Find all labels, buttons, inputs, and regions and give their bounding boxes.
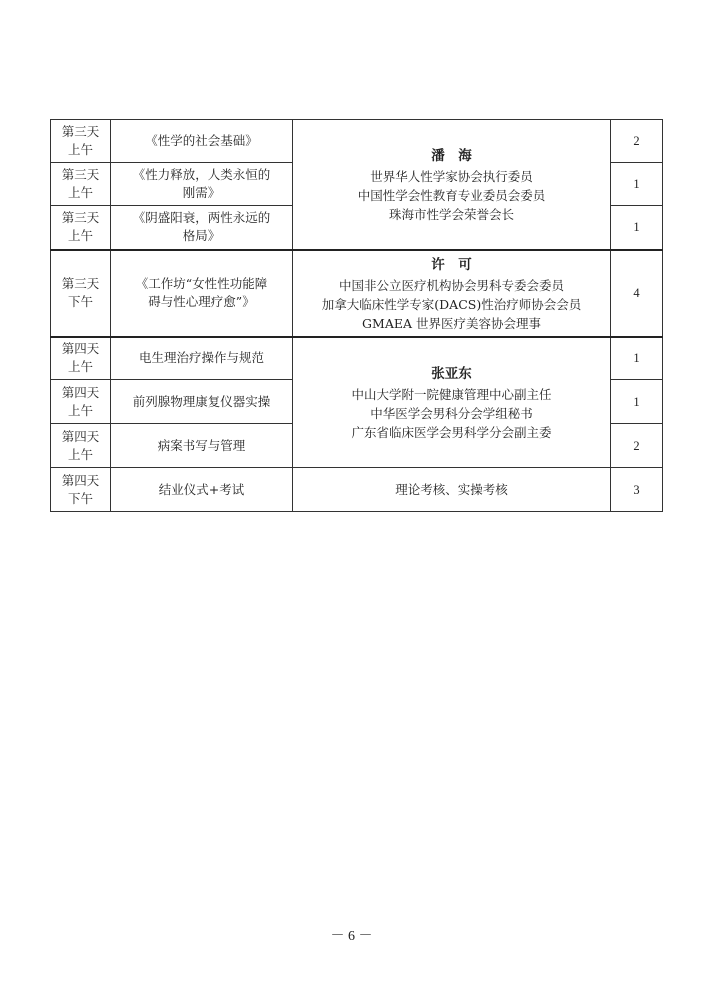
speaker-name: 许 可 <box>431 256 472 273</box>
speaker-title: 世界华人性学家协会执行委员 <box>370 168 533 184</box>
speaker-title: 加拿大临床性学专家(DACS)性治疗师协会会员 <box>321 296 582 312</box>
hours-cell: 1 <box>611 163 663 206</box>
day-cell: 第四天 上午 <box>51 380 111 424</box>
speaker-title: 中华医学会男科分会学组秘书 <box>370 405 533 421</box>
speaker-title: 中山大学附一院健康管理中心副主任 <box>351 386 552 402</box>
day-cell: 第三天 上午 <box>51 163 111 206</box>
course-cell: 结业仪式+考试 <box>111 468 293 512</box>
hours-cell: 2 <box>611 120 663 163</box>
speaker-title: 珠海市性学会荣誉会长 <box>388 206 514 222</box>
hours-cell: 2 <box>611 424 663 468</box>
course-cell: 病案书写与管理 <box>111 424 293 468</box>
speaker-name: 张亚东 <box>431 365 472 382</box>
speaker-title: 中国性学会性教育专业委员会委员 <box>357 187 546 203</box>
course-cell: 电生理治疗操作与规范 <box>111 337 293 380</box>
table-row <box>51 468 663 512</box>
course-cell: 《工作坊“女性性功能障 碍与性心理疗愈”》 <box>111 250 293 337</box>
speaker-cell <box>293 250 611 337</box>
hours-cell: 1 <box>611 206 663 250</box>
day-cell: 第四天 上午 <box>51 337 111 380</box>
day-cell: 第四天 上午 <box>51 424 111 468</box>
course-cell: 《性学的社会基础》 <box>111 120 293 163</box>
day-cell: 第三天 下午 <box>51 250 111 337</box>
speaker-name: 潘 海 <box>431 147 472 164</box>
table-row <box>51 120 663 163</box>
table-row <box>51 250 663 337</box>
speaker-title: GMAEA 世界医疗美容协会理事 <box>362 315 541 331</box>
day-cell: 第四天 下午 <box>51 468 111 512</box>
course-cell: 前列腺物理康复仪器实操 <box>111 380 293 424</box>
page-number: － 6 － <box>330 929 373 944</box>
hours-cell: 1 <box>611 337 663 380</box>
hours-cell: 3 <box>611 468 663 512</box>
table-row <box>51 337 663 380</box>
day-cell: 第三天 上午 <box>51 120 111 163</box>
course-cell: 《性力释放，人类永恒的 刚需》 <box>111 163 293 206</box>
speaker-cell <box>293 120 611 250</box>
day-cell: 第三天 上午 <box>51 206 111 250</box>
speaker-cell <box>293 337 611 468</box>
assessment-cell: 理论考核、实操考核 <box>293 468 611 512</box>
schedule-table <box>50 119 663 512</box>
speaker-title: 广东省临床医学会男科学分会副主委 <box>351 424 552 440</box>
speaker-title: 中国非公立医疗机构协会男科专委会委员 <box>338 277 564 293</box>
hours-cell: 1 <box>611 380 663 424</box>
hours-cell: 4 <box>611 250 663 337</box>
course-cell: 《阴盛阳衰，两性永远的 格局》 <box>111 206 293 250</box>
